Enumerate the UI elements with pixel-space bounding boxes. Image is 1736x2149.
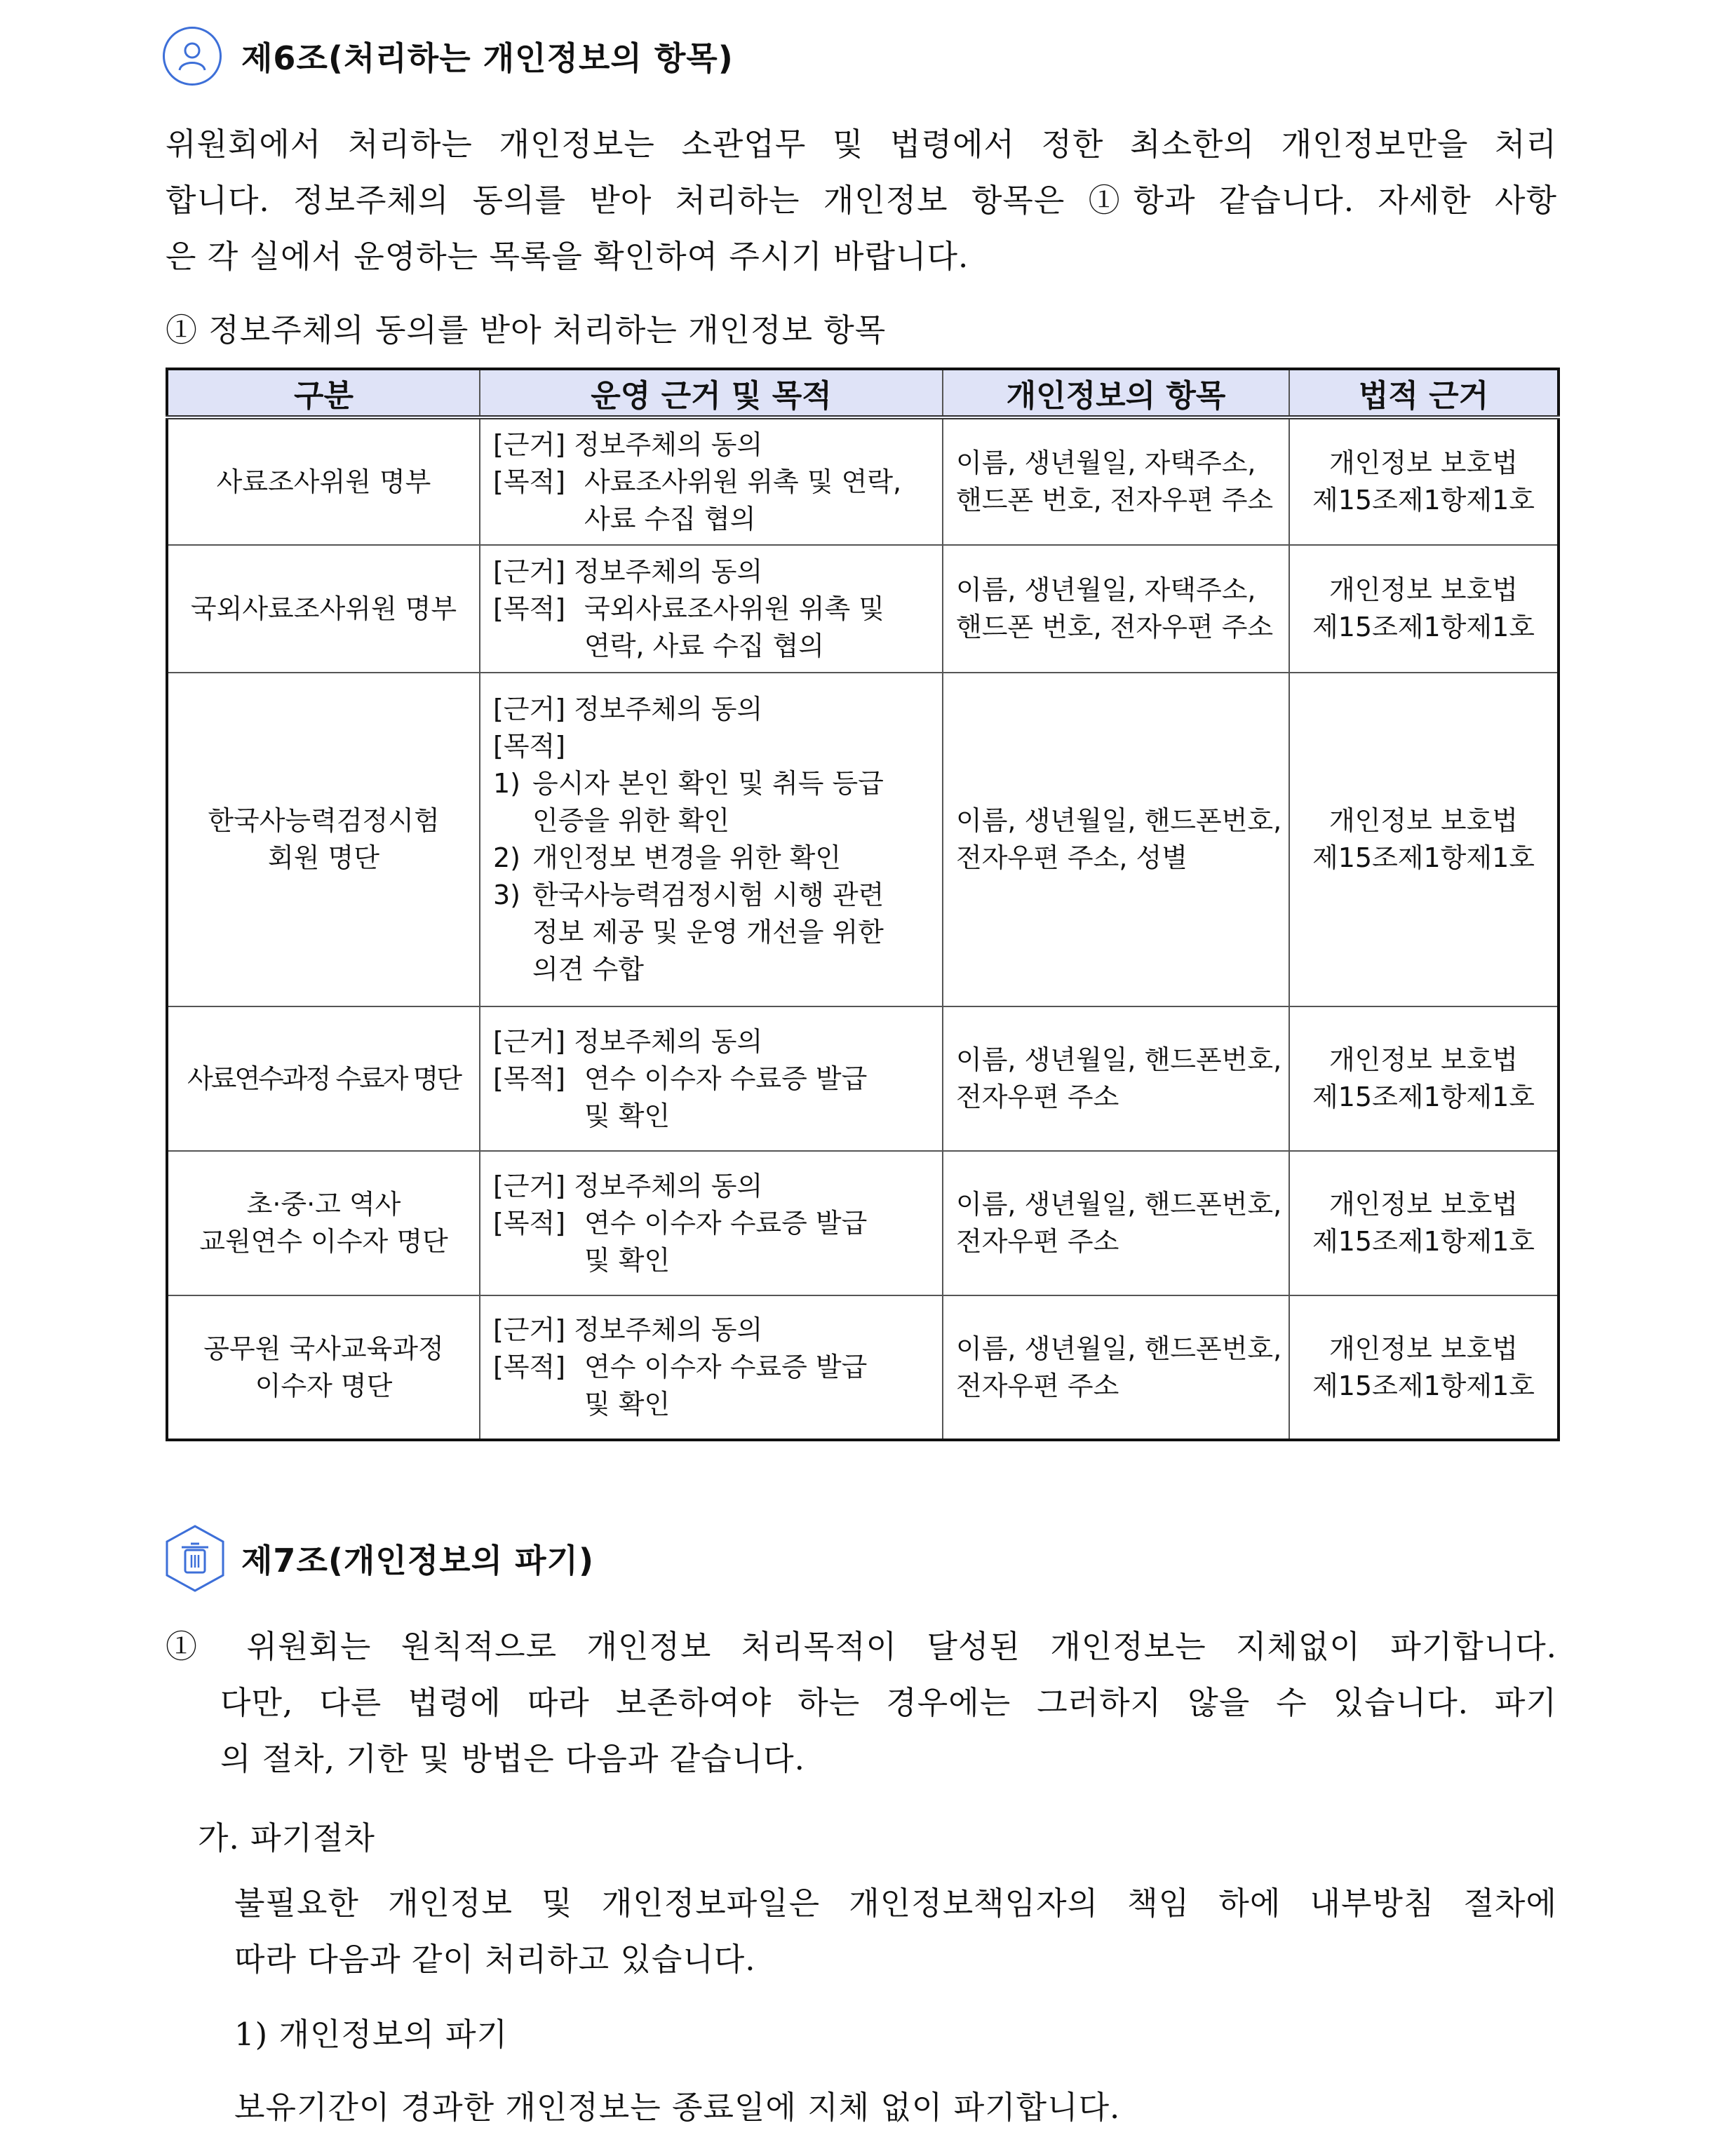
items-cell: 이름, 생년월일, 핸드폰번호, 전자우편 주소 — [943, 1151, 1289, 1295]
trash-icon — [163, 1523, 227, 1594]
table-row — [167, 545, 1559, 673]
article7-heading — [163, 1523, 594, 1594]
category-cell: 사료연수과정 수료자 명단 — [167, 1006, 480, 1151]
category-cell: 초·중·고 역사 교원연수 이수자 명단 — [167, 1151, 480, 1295]
article7-para1-line-3: 의 절차, 기한 및 방법은 다음과 같습니다. — [220, 1740, 805, 1777]
purpose-cell: [근거] 정보주체의 동의 [목적] 국외사료조사위원 위촉 및 연락, 사료 수집 협의 — [480, 545, 943, 673]
law-cell: 개인정보 보호법 제15조제1항제1호 — [1289, 1295, 1559, 1440]
table-header-cell: 구분 — [167, 369, 480, 417]
article6-heading — [163, 27, 734, 86]
article7-title: 제7조(개인정보의 파기) — [241, 1542, 594, 1579]
table-header-cell: 개인정보의 항목 — [943, 369, 1289, 417]
law-cell: 개인정보 보호법 제15조제1항제1호 — [1289, 545, 1559, 673]
law-cell: 개인정보 보호법 제15조제1항제1호 — [1289, 673, 1559, 1006]
law-cell: 개인정보 보호법 제15조제1항제1호 — [1289, 417, 1559, 545]
purpose-cell: [근거] 정보주체의 동의 [목적] 연수 이수자 수료증 발급 및 확인 — [480, 1151, 943, 1295]
article7-para1-line-1: ① 위원회는 원칙적으로 개인정보 처리목적이 달성된 개인정보는 지체없이 파기합니다. — [166, 1628, 1557, 1665]
article6-sub-heading: ① 정보주체의 동의를 받아 처리하는 개인정보 항목 — [166, 311, 887, 349]
purpose-cell: [근거] 정보주체의 동의 [목적] 연수 이수자 수료증 발급 및 확인 — [480, 1295, 943, 1440]
table-header-cell: 운영 근거 및 목적 — [480, 369, 943, 417]
article6-intro-line-1: 위원회에서 처리하는 개인정보는 소관업무 및 법령에서 정한 최소한의 개인정보만을 처리 — [166, 126, 1557, 163]
items-cell: 이름, 생년월일, 자택주소, 핸드폰 번호, 전자우편 주소 — [943, 417, 1289, 545]
purpose-cell: [근거] 정보주체의 동의 [목적] 연수 이수자 수료증 발급 및 확인 — [480, 1006, 943, 1151]
article7-sub-1: 1) 개인정보의 파기 — [234, 2016, 509, 2053]
table-row — [167, 673, 1559, 1006]
items-cell: 이름, 생년월일, 핸드폰번호, 전자우편 주소, 성별 — [943, 673, 1289, 1006]
items-cell: 이름, 생년월일, 핸드폰번호, 전자우편 주소 — [943, 1295, 1289, 1440]
law-cell: 개인정보 보호법 제15조제1항제1호 — [1289, 1151, 1559, 1295]
article7-para3: 보유기간이 경과한 개인정보는 종료일에 지체 없이 파기합니다. — [234, 2089, 1121, 2126]
article7-para2-line-1: 불필요한 개인정보 및 개인정보파일은 개인정보책임자의 책임 하에 내부방침 절차에 — [234, 1885, 1557, 1922]
table-row — [167, 1295, 1559, 1440]
table-header-row — [167, 369, 1559, 417]
purpose-cell: [근거] 정보주체의 동의 [목적] 1) 응시자 본인 확인 및 취득 등급 인증을 위한 확인 2) 개인정보 변경을 위한 확인 3) 한국사능력검정시험 시행 관련 정보 제공 및 운영 개선을 위한 의견 수합 — [480, 673, 943, 1006]
category-cell: 한국사능력검정시험 회원 명단 — [167, 673, 480, 1006]
article6-intro-line-2: 합니다. 정보주체의 동의를 받아 처리하는 개인정보 항목은 ①항과 같습니다. 자세한 사항 — [166, 182, 1557, 219]
user-icon — [163, 27, 222, 86]
article7-para1-line-2: 다만, 다른 법령에 따라 보존하여야 하는 경우에는 그러하지 않을 수 있습니다. 파기 — [220, 1684, 1557, 1721]
purpose-cell: [근거] 정보주체의 동의 [목적] 사료조사위원 위촉 및 연락, 사료 수집 협의 — [480, 417, 943, 545]
table-row — [167, 1151, 1559, 1295]
article7-para2-line-2: 따라 다음과 같이 처리하고 있습니다. — [234, 1941, 756, 1978]
table-header-cell: 법적 근거 — [1289, 369, 1559, 417]
table-row — [167, 1006, 1559, 1151]
category-cell: 국외사료조사위원 명부 — [167, 545, 480, 673]
law-cell: 개인정보 보호법 제15조제1항제1호 — [1289, 1006, 1559, 1151]
category-cell: 공무원 국사교육과정 이수자 명단 — [167, 1295, 480, 1440]
items-cell: 이름, 생년월일, 핸드폰번호, 전자우편 주소 — [943, 1006, 1289, 1151]
category-cell: 사료조사위원 명부 — [167, 417, 480, 545]
article6-title: 제6조(처리하는 개인정보의 항목) — [241, 39, 734, 77]
items-cell: 이름, 생년월일, 자택주소, 핸드폰 번호, 전자우편 주소 — [943, 545, 1289, 673]
personal-info-table — [166, 368, 1560, 1441]
article6-intro-line-3: 은 각 실에서 운영하는 목록을 확인하여 주시기 바랍니다. — [166, 238, 969, 275]
table-row — [167, 417, 1559, 545]
article7-sub-ga: 가. 파기절차 — [198, 1819, 375, 1857]
